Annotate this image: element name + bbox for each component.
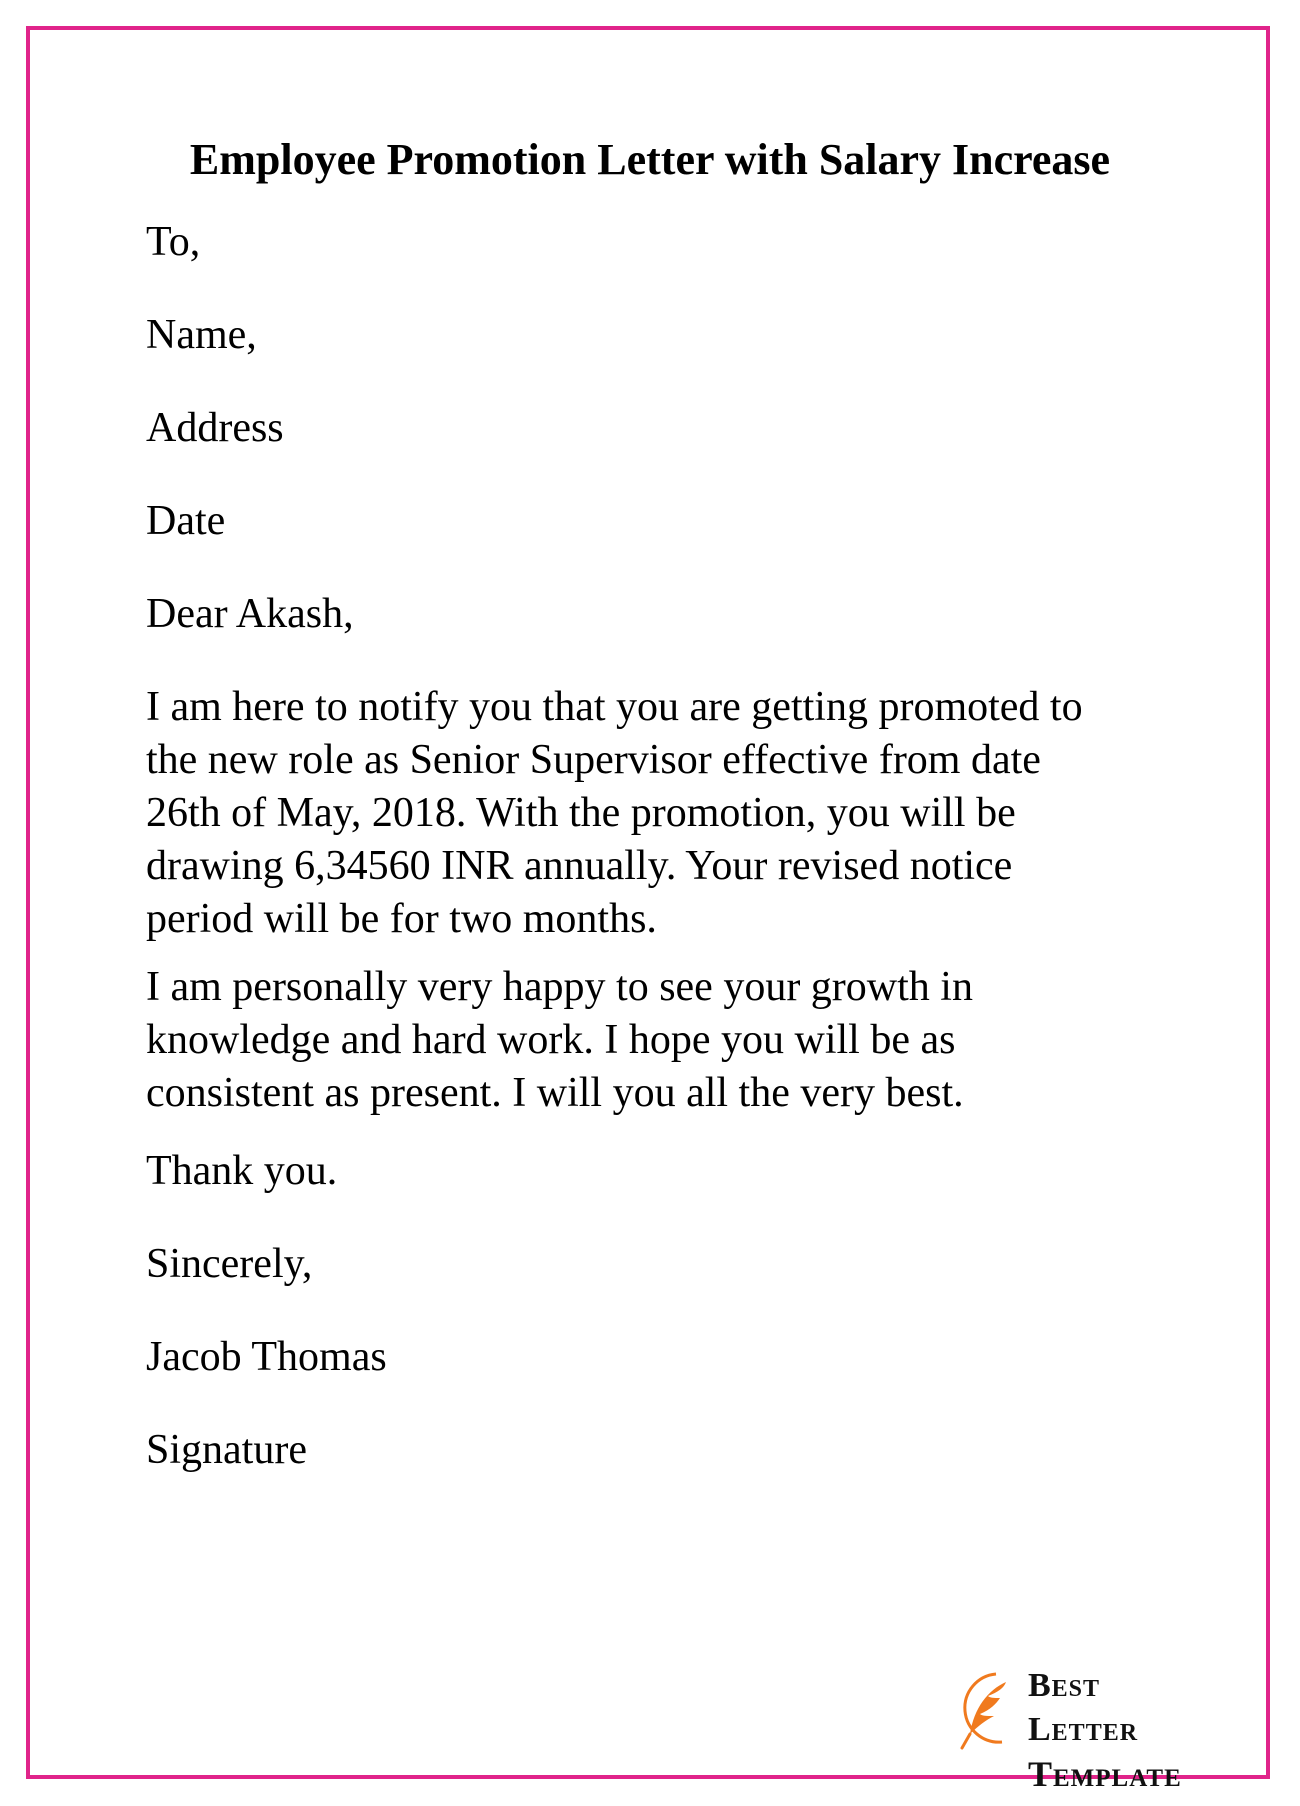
signature-line: Signature: [146, 1427, 307, 1473]
paragraph-line: drawing 6,34560 INR annually. Your revised notice: [146, 843, 1013, 889]
recipient-name: Name,: [146, 312, 257, 358]
letter-date: Date: [146, 498, 226, 544]
paragraph-line: I am personally very happy to see your growth in: [146, 964, 973, 1010]
feather-quill-icon: [944, 1660, 1024, 1760]
thank-you-line: Thank you.: [146, 1148, 338, 1194]
logo-line-2: Template: [1028, 1754, 1182, 1794]
closing-line: Sincerely,: [146, 1241, 313, 1287]
paragraph-line: consistent as present. I will you all the very best.: [146, 1070, 964, 1116]
logo-line-1: Best Letter: [1028, 1667, 1139, 1748]
paragraph-line: I am here to notify you that you are getting promoted to: [146, 684, 1083, 730]
salutation: Dear Akash,: [146, 591, 354, 637]
logo-wordmark: [1028, 1664, 1214, 1796]
paragraph-line: the new role as Senior Supervisor effective from date: [146, 737, 1041, 783]
letter-title: Employee Promotion Letter with Salary Increase: [189, 135, 1111, 184]
paragraph-line: period will be for two months.: [146, 896, 657, 942]
paragraph-line: 26th of May, 2018. With the promotion, you will be: [146, 790, 1016, 836]
paragraph-line: knowledge and hard work. I hope you will be as: [146, 1017, 956, 1063]
best-letter-template-logo: [944, 1660, 1214, 1794]
recipient-address: Address: [146, 405, 284, 451]
body-paragraph-1: [146, 681, 1166, 946]
sender-name: Jacob Thomas: [146, 1334, 387, 1380]
body-paragraph-2: [146, 961, 1166, 1120]
recipient-to: To,: [146, 219, 201, 265]
